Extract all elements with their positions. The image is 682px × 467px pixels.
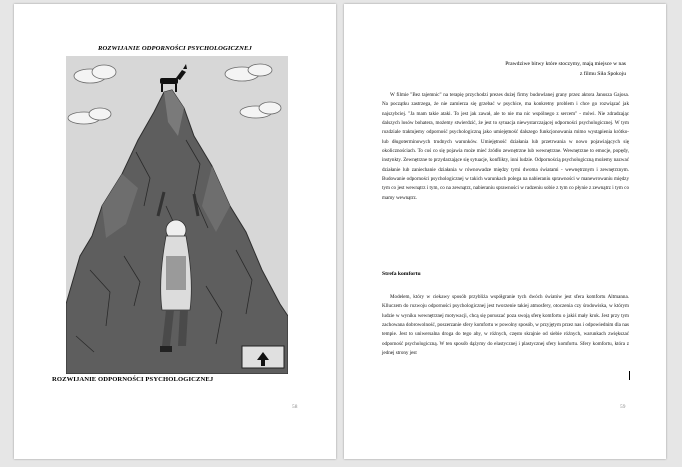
- illustration-caption: ROZWIJANIE ODPORNOŚCI PSYCHOLOGICZNEJ: [52, 376, 214, 383]
- body-paragraph[interactable]: Modelem, który w ciekawy sposób przybliża współgranie tych dwóch światów jest sfera komfortu Altmanna. Klluczem do rozwoju odporności psychologicznej jest tworzenie takiej atmosfery, otoczenia czy środowiska, w którym ludzie w wyniku wewnętrznej motywacji, chcą się poruszać poza swoją sferę komfortu o jakiś mały krok. Jest przy tym zachowana dobrowolność, poszerzanie sfery komfortu w powolny sposób, w przyjętym przez nas i odpowiednim dla nas tempie. Jest to uniwersalna droga do tego aby, w różnych, często skrajnie od siebie różnych, warunkach zwiększać odporność psychologiczną. W ten sposób dążymy do elastycznej i plastycznej sfery komfortu. Sfery komfortu, która z jednej strony jest: [382, 294, 629, 357]
- quote-text: Prawdziwe bitwy które stoczymy, mają miejsce w nas: [505, 61, 626, 67]
- quote-source: z filmu Siła Spokoju: [579, 70, 626, 77]
- epigraph-quote: [505, 60, 626, 79]
- mountain-climber-illustration: [66, 56, 288, 374]
- page-header-title: ROZWIJANIE ODPORNOŚCI PSYCHOLOGICZNEJ: [98, 45, 252, 52]
- body-paragraph[interactable]: W filmie "Bez tajemnic" na terapię przychodzi prezes dużej firmy budowlanej grany przez aktora Janusza Gajosa. Na początku zastrzega, że nie zamierza się grzebać w psychice, ma konkretny problem i chce go rozwiązać jak najszybciej. "Ja mam takie ataki. To jest jak zawał, ale to nie ma nic wspólnego z sercem" - mówi. Nie zdradzając dalszych losów bohatera, możemy stwierdzić, że jest to sytuacja niewystarczającej odporności psychologicznej. W tym rozdziale traktujemy odporność psychologiczną jako umiejętność dalszego funkcjonowania mimo wystąpienia krótko- lub długoterminowych trudnych warunków. Umiejętność działania lub przetrwania w nowo pojawiających się okolicznościach. To coś co się pojawia może mieć źródło zewnętrzne lub wewnętrzne. Wewnętrzne to emocje, popędy, instynkty. Zewnętrzne to przydarzające się sytuacje, konflikty, inni ludzie. Odpornością psychologiczną możemy nazwać działanie lub zaniechanie działania w równowadze między tymi dwoma światami - wewnętrznym i zewnętrznym. Budowanie odporności psychologicznej w takich warunkach polega na nabieraniu sprawności w manewrowaniu między tym co jest wewnątrz i tym, co na zewnątrz, nabieraniu sprawności w radzeniu sobie z tym co płynie z zewnątrz i tym co mamy wewnątrz.: [382, 92, 629, 201]
- left-page: [14, 4, 336, 459]
- page-number: 58: [292, 404, 298, 410]
- text-cursor: [629, 371, 630, 380]
- section-heading: Strefa komfortu: [382, 271, 421, 277]
- page-number: 59: [620, 404, 626, 410]
- right-page: [344, 4, 666, 459]
